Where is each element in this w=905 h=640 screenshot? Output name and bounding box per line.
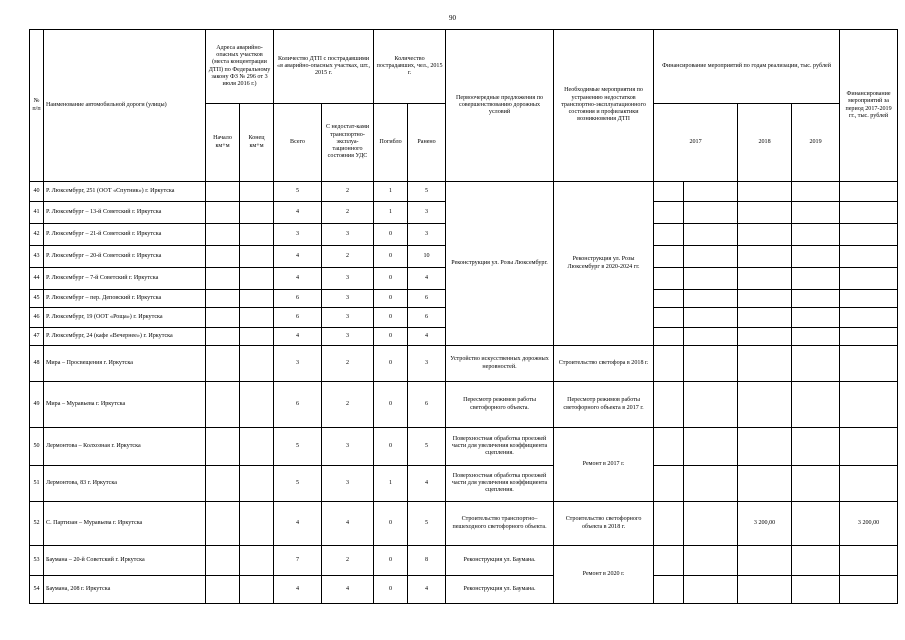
row-number: 47: [30, 328, 44, 346]
acc-total: 3: [274, 224, 322, 246]
road-name: Р. Люксембург – 7-й Советский г. Иркутска: [44, 268, 206, 290]
acc-uds: 3: [322, 290, 374, 308]
acc-uds: 4: [322, 502, 374, 546]
killed: 0: [374, 346, 408, 382]
acc-uds: 2: [322, 202, 374, 224]
header-killed: Погибло: [374, 104, 408, 182]
fin-2017-a: [654, 268, 684, 290]
acc-uds: 3: [322, 466, 374, 502]
road-name: Баумана – 20-й Советский г. Иркутска: [44, 546, 206, 576]
fin-2019: [792, 308, 840, 328]
acc-uds: 2: [322, 346, 374, 382]
fin-2017-a: [654, 202, 684, 224]
row-number: 52: [30, 502, 44, 546]
injured: 10: [408, 246, 446, 268]
fin-2017-b: [684, 346, 738, 382]
killed: 0: [374, 246, 408, 268]
fin-2017-a: [654, 224, 684, 246]
fin-2017-a: [654, 328, 684, 346]
acc-total: 4: [274, 202, 322, 224]
injured: 6: [408, 290, 446, 308]
table-row: [30, 382, 898, 428]
fin-total: [840, 224, 898, 246]
fin-2018: [738, 328, 792, 346]
table-row: [30, 546, 898, 576]
row-number: 44: [30, 268, 44, 290]
addr-end-cell: [240, 290, 274, 308]
fin-2018: [738, 428, 792, 466]
fin-2017-a: [654, 290, 684, 308]
injured: 4: [408, 268, 446, 290]
injured: 3: [408, 202, 446, 224]
injured: 4: [408, 576, 446, 604]
fin-2019: [792, 182, 840, 202]
fin-2017-b: [684, 182, 738, 202]
road-name: Р. Люксембург, 251 (ООТ «Спутник») г. Иркутска: [44, 182, 206, 202]
fin-2018: [738, 246, 792, 268]
addr-start-cell: [206, 428, 240, 466]
accident-sites-table: [29, 29, 898, 604]
fin-2017-a: [654, 246, 684, 268]
fin-total: 3 200,00: [840, 502, 898, 546]
fin-2018: [738, 290, 792, 308]
road-name: Мира – Просвещения г. Иркутска: [44, 346, 206, 382]
injured: 6: [408, 382, 446, 428]
fin-2017-b: [684, 328, 738, 346]
acc-total: 4: [274, 328, 322, 346]
row-number: 48: [30, 346, 44, 382]
proposal-cell: Поверхностная обработка проезжей части для увеличения коэффициента сцепления.: [446, 466, 554, 502]
row-number: 43: [30, 246, 44, 268]
road-name: Мира – Муравьева г. Иркутска: [44, 382, 206, 428]
addr-end-cell: [240, 546, 274, 576]
acc-total: 6: [274, 382, 322, 428]
acc-total: 4: [274, 576, 322, 604]
injured: 4: [408, 466, 446, 502]
addr-end-cell: [240, 428, 274, 466]
page-number: 90: [449, 14, 456, 22]
measure-cell: Пересмотр режимов работы светофорного объекта в 2017 г.: [554, 382, 654, 428]
measure-cell: Ремонт в 2017 г.: [554, 428, 654, 502]
acc-uds: 2: [322, 546, 374, 576]
fin-total: [840, 346, 898, 382]
addr-end-cell: [240, 382, 274, 428]
header-financing-total: Финансирование мероприятий за период 2017-2019 гг., тыс. рублей: [840, 30, 898, 182]
acc-uds: 3: [322, 268, 374, 290]
killed: 0: [374, 224, 408, 246]
proposal-cell: Реконструкция ул. Баумана.: [446, 576, 554, 604]
killed: 0: [374, 382, 408, 428]
road-name: Лермонтова, 83 г. Иркутска: [44, 466, 206, 502]
injured: 6: [408, 308, 446, 328]
fin-2019: [792, 502, 840, 546]
killed: 0: [374, 546, 408, 576]
proposal-cell: Поверхностная обработка проезжей части для увеличения коэффициента сцепления.: [446, 428, 554, 466]
fin-2019: [792, 428, 840, 466]
fin-2019: [792, 546, 840, 576]
acc-uds: 3: [322, 224, 374, 246]
fin-2018: [738, 268, 792, 290]
fin-2019: [792, 224, 840, 246]
addr-end-cell: [240, 502, 274, 546]
killed: 0: [374, 428, 408, 466]
fin-2017-a: [654, 576, 684, 604]
measure-cell: Реконструкция ул. Розы Люксембург в 2020-2024 гг.: [554, 182, 654, 346]
addr-end-cell: [240, 308, 274, 328]
header-accidents: Количество ДТП с пострадавшими «в аварийно-опасных участках, шт., 2015 г.: [274, 30, 374, 104]
fin-2017-b: [684, 268, 738, 290]
table-row: [30, 502, 898, 546]
acc-uds: 3: [322, 308, 374, 328]
header-addr-start: Начало км+м: [206, 104, 240, 182]
road-name: Р. Люксембург – 21-й Советский г. Иркутска: [44, 224, 206, 246]
fin-2018: [738, 182, 792, 202]
fin-total: [840, 268, 898, 290]
acc-uds: 4: [322, 576, 374, 604]
table-row: [30, 346, 898, 382]
row-number: 45: [30, 290, 44, 308]
fin-2017-a: [654, 466, 684, 502]
acc-uds: 3: [322, 328, 374, 346]
fin-2019: [792, 576, 840, 604]
fin-2017-b: [684, 202, 738, 224]
header-num: № п/п: [30, 30, 44, 182]
acc-total: 6: [274, 308, 322, 328]
road-name: Баумана, 208 г. Иркутска: [44, 576, 206, 604]
header-year-2019: 2019: [792, 104, 840, 182]
fin-2018: [738, 546, 792, 576]
addr-start-cell: [206, 546, 240, 576]
addr-start-cell: [206, 268, 240, 290]
table-row: [30, 182, 898, 202]
fin-total: [840, 328, 898, 346]
proposal-cell: Пересмотр режимов работы светофорного объекта.: [446, 382, 554, 428]
acc-total: 4: [274, 268, 322, 290]
fin-2018: [738, 308, 792, 328]
header-addr-end: Конец км+м: [240, 104, 274, 182]
acc-total: 5: [274, 466, 322, 502]
fin-2018: [738, 224, 792, 246]
fin-2019: [792, 290, 840, 308]
fin-2017-b: [684, 290, 738, 308]
killed: 1: [374, 182, 408, 202]
addr-end-cell: [240, 224, 274, 246]
addr-end-cell: [240, 466, 274, 502]
fin-total: [840, 308, 898, 328]
row-number: 49: [30, 382, 44, 428]
table-row: [30, 576, 898, 604]
killed: 0: [374, 576, 408, 604]
injured: 5: [408, 182, 446, 202]
acc-uds: 2: [322, 246, 374, 268]
fin-2019: [792, 346, 840, 382]
road-name: Р. Люксембург – 13-й Советский г. Иркутска: [44, 202, 206, 224]
row-number: 40: [30, 182, 44, 202]
fin-2019: [792, 246, 840, 268]
injured: 3: [408, 346, 446, 382]
acc-total: 7: [274, 546, 322, 576]
fin-2017-b: [684, 308, 738, 328]
addr-start-cell: [206, 346, 240, 382]
addr-end-cell: [240, 268, 274, 290]
proposal-cell: Устройство искусственных дорожных неровностей.: [446, 346, 554, 382]
addr-start-cell: [206, 308, 240, 328]
addr-end-cell: [240, 182, 274, 202]
fin-2018: [738, 382, 792, 428]
acc-total: 4: [274, 502, 322, 546]
fin-total: [840, 466, 898, 502]
addr-start-cell: [206, 502, 240, 546]
acc-uds: 2: [322, 182, 374, 202]
fin-total: [840, 246, 898, 268]
fin-2019: [792, 202, 840, 224]
measure-cell: Ремонт в 2020 г.: [554, 546, 654, 604]
killed: 0: [374, 268, 408, 290]
measure-cell: Строительство светофорного объекта в 2018 г.: [554, 502, 654, 546]
fin-2017-b: [684, 224, 738, 246]
fin-2017-b: [684, 576, 738, 604]
row-number: 50: [30, 428, 44, 466]
addr-start-cell: [206, 202, 240, 224]
addr-start-cell: [206, 224, 240, 246]
fin-2017-b: [684, 382, 738, 428]
addr-start-cell: [206, 328, 240, 346]
acc-total: 6: [274, 290, 322, 308]
killed: 0: [374, 308, 408, 328]
acc-uds: 2: [322, 382, 374, 428]
addr-end-cell: [240, 346, 274, 382]
fin-2017-a: [654, 182, 684, 202]
table-row: [30, 428, 898, 466]
road-name: С. Партизан – Муравьева г. Иркутска: [44, 502, 206, 546]
road-name: Лермонтова – Колхозная г. Иркутска: [44, 428, 206, 466]
fin-total: [840, 202, 898, 224]
header-year-2017: 2017: [654, 104, 738, 182]
fin-total: [840, 576, 898, 604]
injured: 5: [408, 428, 446, 466]
killed: 0: [374, 502, 408, 546]
header-acc-uds: С недостат-ками транспортно-эксплуа-тационного состояния УДС: [322, 104, 374, 182]
fin-2017-b: [684, 502, 738, 546]
injured: 5: [408, 502, 446, 546]
addr-start-cell: [206, 382, 240, 428]
addr-start-cell: [206, 290, 240, 308]
table-row: [30, 466, 898, 502]
road-name: Р. Люксембург, 24 (кафе «Вечернее») г. Иркутска: [44, 328, 206, 346]
acc-total: 5: [274, 428, 322, 466]
row-number: 46: [30, 308, 44, 328]
fin-2017-b: [684, 466, 738, 502]
row-number: 53: [30, 546, 44, 576]
fin-2019: [792, 268, 840, 290]
fin-2017-a: [654, 428, 684, 466]
fin-total: [840, 428, 898, 466]
header-proposals: Первоочередные предложения по совершенствованию дорожных условий: [446, 30, 554, 182]
fin-2019: [792, 382, 840, 428]
addr-start-cell: [206, 576, 240, 604]
measure-cell: Строительство светофора в 2018 г.: [554, 346, 654, 382]
fin-2019: [792, 466, 840, 502]
acc-total: 5: [274, 182, 322, 202]
killed: 0: [374, 328, 408, 346]
injured: 8: [408, 546, 446, 576]
addr-start-cell: [206, 246, 240, 268]
injured: 4: [408, 328, 446, 346]
injured: 3: [408, 224, 446, 246]
header-injured: Ранено: [408, 104, 446, 182]
road-name: Р. Люксембург – 20-й Советский г. Иркутска: [44, 246, 206, 268]
road-name: Р. Люксембург, 19 (ООТ «Роща») г. Иркутска: [44, 308, 206, 328]
header-victims: Количество пострадавших, чел., 2015 г.: [374, 30, 446, 104]
killed: 1: [374, 202, 408, 224]
fin-2017-b: [684, 246, 738, 268]
fin-2018: [738, 346, 792, 382]
addr-start-cell: [206, 466, 240, 502]
fin-2017-a: [654, 502, 684, 546]
proposal-cell: Строительство транспортно–пешеходного светофорного объекта.: [446, 502, 554, 546]
fin-2017-b: [684, 546, 738, 576]
fin-total: [840, 290, 898, 308]
fin-total: [840, 382, 898, 428]
fin-2017-a: [654, 308, 684, 328]
fin-total: [840, 182, 898, 202]
proposal-cell: Реконструкция ул. Баумана.: [446, 546, 554, 576]
fin-2018: [738, 576, 792, 604]
row-number: 41: [30, 202, 44, 224]
fin-2018: [738, 202, 792, 224]
header-road-name: Наименование автомобильной дороги (улицы): [44, 30, 206, 182]
proposal-cell: Реконструкция ул. Розы Люксембург.: [446, 182, 554, 346]
fin-2017-a: [654, 346, 684, 382]
addr-end-cell: [240, 576, 274, 604]
header-acc-total: Всего: [274, 104, 322, 182]
row-number: 54: [30, 576, 44, 604]
fin-2018: [738, 466, 792, 502]
road-name: Р. Люксембург – пер. Деповский г. Иркутска: [44, 290, 206, 308]
addr-end-cell: [240, 246, 274, 268]
fin-2017-b: [684, 428, 738, 466]
header-financing: Финансирование мероприятий по годам реализации, тыс. рублей: [654, 30, 840, 104]
killed: 0: [374, 290, 408, 308]
header-addresses: Адреса аварийно-опасных участков (места концентрации ДТП) по Федеральному закону ФЗ № 296 от 3 июля 2016 г.): [206, 30, 274, 104]
addr-end-cell: [240, 328, 274, 346]
addr-end-cell: [240, 202, 274, 224]
fin-2019: [792, 328, 840, 346]
addr-start-cell: [206, 182, 240, 202]
acc-total: 3: [274, 346, 322, 382]
acc-total: 4: [274, 246, 322, 268]
header-year-2018: 2018: [738, 104, 792, 182]
fin-2017-a: [654, 382, 684, 428]
row-number: 42: [30, 224, 44, 246]
acc-uds: 3: [322, 428, 374, 466]
killed: 1: [374, 466, 408, 502]
fin-2017-a: [654, 546, 684, 576]
row-number: 51: [30, 466, 44, 502]
header-measures: Необходимые мероприятия по устранению недостатков транспортно-эксплуатационного состояния и профилактики возникновения ДТП: [554, 30, 654, 182]
fin-total: [840, 546, 898, 576]
fin-2018: 3 200,00: [738, 502, 792, 546]
